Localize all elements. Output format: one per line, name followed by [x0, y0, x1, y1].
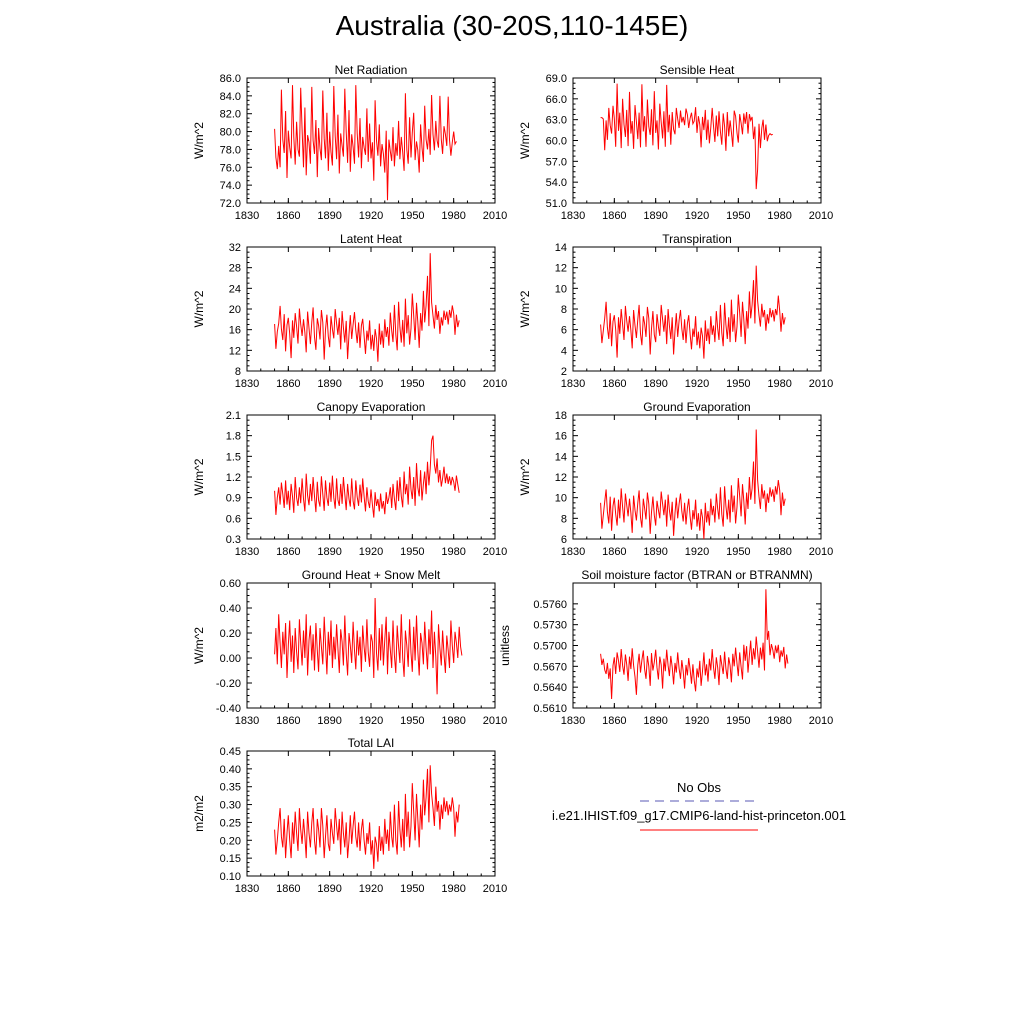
y-tick-label: 0.35 [219, 781, 241, 794]
y-tick-label: 0.30 [219, 799, 241, 812]
y-axis-label: W/m^2 [518, 458, 532, 496]
series-line-ground-heat-snow-melt [275, 598, 462, 694]
series-line-total-lai [275, 765, 460, 869]
y-tick-label: 8 [560, 304, 567, 316]
panel-frame [573, 583, 821, 708]
y-tick-label: 0.5760 [533, 598, 567, 611]
x-tick-label: 1980 [767, 715, 792, 727]
y-axis-label: W/m^2 [192, 458, 206, 496]
y-tick-label: 72.0 [219, 198, 241, 210]
x-tick-label: 2010 [482, 715, 508, 727]
panel-frame [573, 78, 821, 203]
x-tick-label: 1980 [441, 546, 466, 558]
x-tick-label: 1860 [602, 378, 627, 390]
y-tick-label: 0.60 [219, 578, 241, 590]
page-title: Australia (30-20S,110-145E) [335, 10, 689, 41]
series-line-transpiration [601, 266, 786, 359]
y-tick-label: 57.0 [545, 156, 567, 169]
series-line-sensible-heat [601, 84, 773, 190]
panel-transpiration [518, 232, 833, 390]
y-tick-label: 0.3 [225, 534, 241, 546]
x-tick-label: 1980 [441, 210, 466, 222]
y-tick-label: 2.1 [225, 410, 241, 422]
x-tick-label: 1860 [276, 210, 301, 222]
x-tick-label: 1980 [441, 715, 466, 727]
series-line-soil-moisture-factor-btran-or-btranmn [601, 589, 788, 699]
x-tick-label: 1980 [441, 378, 466, 390]
y-tick-label: 51.0 [545, 198, 567, 210]
x-tick-label: 1980 [441, 883, 466, 895]
y-tick-label: 0.00 [219, 653, 241, 665]
y-tick-label: 0.40 [219, 763, 241, 776]
x-tick-label: 1950 [400, 715, 425, 727]
x-tick-label: 2010 [482, 210, 508, 222]
y-tick-label: -0.40 [215, 703, 241, 715]
y-tick-label: 14 [554, 242, 567, 254]
y-tick-label: 74.0 [219, 180, 241, 193]
y-tick-label: 18 [554, 410, 567, 422]
x-tick-label: 2010 [482, 883, 508, 895]
y-tick-label: 0.20 [219, 835, 241, 848]
y-tick-label: 0.5700 [533, 640, 567, 653]
x-tick-label: 2010 [482, 378, 508, 390]
x-tick-label: 1890 [643, 546, 668, 558]
legend [552, 780, 846, 830]
panel-frame [247, 247, 495, 371]
panel-soil-moisture-factor-btran-or-btranmn [498, 568, 833, 727]
y-tick-label: 4 [560, 345, 567, 358]
x-tick-label: 1950 [400, 883, 425, 895]
y-tick-label: 84.0 [219, 90, 241, 103]
x-tick-label: 1950 [400, 546, 425, 558]
y-tick-label: 0.6 [225, 513, 241, 526]
series-line-ground-evaporation [601, 430, 786, 540]
x-tick-label: 1890 [643, 378, 668, 390]
y-tick-label: 60.0 [545, 135, 567, 148]
x-tick-label: 1830 [234, 378, 260, 390]
y-tick-label: 1.2 [225, 472, 241, 484]
panel-frame [247, 415, 495, 539]
y-tick-label: 6 [560, 534, 567, 546]
y-tick-label: 80.0 [219, 126, 241, 139]
y-tick-label: 0.10 [219, 871, 241, 883]
y-tick-label: 82.0 [219, 108, 241, 121]
x-tick-label: 1860 [276, 715, 301, 727]
panel-title: Ground Heat + Snow Melt [301, 568, 441, 582]
y-axis-label: unitless [498, 625, 512, 666]
y-tick-label: -0.20 [215, 678, 241, 690]
y-tick-label: 0.5610 [533, 703, 567, 715]
panel-title: Sensible Heat [659, 63, 735, 77]
legend-label-case: i.e21.IHIST.f09_g17.CMIP6-land-hist-princeton.001 [551, 808, 847, 823]
x-tick-label: 1890 [317, 715, 342, 727]
y-tick-label: 28 [228, 262, 241, 275]
y-tick-label: 1.5 [225, 451, 241, 464]
x-tick-label: 1950 [726, 546, 751, 558]
panel-canopy-evaporation [192, 400, 507, 558]
x-tick-label: 1890 [317, 883, 342, 895]
x-tick-label: 1830 [560, 378, 586, 390]
x-tick-label: 1830 [234, 715, 260, 727]
y-tick-label: 0.40 [219, 603, 241, 615]
y-tick-label: 32 [228, 242, 241, 254]
x-tick-label: 2010 [808, 546, 834, 558]
y-tick-label: 63.0 [545, 114, 567, 127]
y-axis-label: W/m^2 [518, 290, 532, 328]
y-tick-label: 1.8 [225, 430, 241, 443]
y-tick-label: 6 [560, 324, 567, 337]
x-tick-label: 1980 [767, 546, 792, 558]
y-axis-label: W/m^2 [192, 627, 206, 664]
y-axis-label: W/m^2 [192, 290, 206, 328]
series-line-latent-heat [275, 253, 460, 362]
y-tick-label: 54.0 [545, 177, 567, 190]
y-axis-label: m2/m2 [192, 795, 206, 832]
x-tick-label: 1890 [317, 210, 342, 222]
x-tick-label: 1920 [684, 210, 710, 222]
panel-title: Total LAI [347, 736, 395, 750]
x-tick-label: 1920 [684, 715, 710, 727]
panel-title: Net Radiation [334, 63, 408, 77]
x-tick-label: 1890 [317, 378, 342, 390]
panel-frame [573, 247, 821, 371]
x-tick-label: 1830 [560, 715, 586, 727]
y-tick-label: 69.0 [545, 73, 567, 85]
x-tick-label: 1830 [234, 210, 260, 222]
x-tick-label: 1860 [276, 883, 301, 895]
x-tick-label: 1950 [726, 715, 751, 727]
x-tick-label: 1860 [276, 546, 301, 558]
panel-ground-evaporation [518, 400, 833, 558]
panel-ground-heat-snow-melt [192, 568, 507, 727]
y-tick-label: 14 [554, 451, 567, 464]
panel-title: Canopy Evaporation [316, 400, 426, 414]
y-tick-label: 8 [560, 513, 567, 526]
panel-net-radiation [192, 63, 507, 222]
x-tick-label: 1920 [358, 883, 384, 895]
y-tick-label: 12 [554, 472, 567, 484]
panel-title: Transpiration [662, 232, 732, 246]
x-tick-label: 1920 [684, 546, 710, 558]
y-tick-label: 0.20 [219, 628, 241, 640]
x-tick-label: 1920 [358, 546, 384, 558]
y-tick-label: 10 [554, 283, 567, 296]
y-tick-label: 20 [228, 304, 241, 316]
series-line-net-radiation [275, 85, 457, 200]
y-tick-label: 0.15 [219, 853, 241, 866]
x-tick-label: 2010 [808, 715, 834, 727]
panel-title: Latent Heat [339, 232, 403, 246]
x-tick-label: 2010 [482, 546, 508, 558]
y-tick-label: 12 [554, 262, 567, 275]
y-tick-label: 10 [554, 492, 567, 505]
panel-frame [247, 751, 495, 876]
y-tick-label: 78.0 [219, 144, 241, 157]
x-tick-label: 1950 [400, 378, 425, 390]
x-tick-label: 1860 [602, 715, 627, 727]
y-tick-label: 0.5670 [533, 661, 567, 674]
panel-sensible-heat [518, 63, 833, 222]
y-tick-label: 76.0 [219, 162, 241, 175]
panel-title: Soil moisture factor (BTRAN or BTRANMN) [581, 568, 813, 582]
y-tick-label: 24 [228, 283, 241, 296]
y-tick-label: 16 [228, 324, 241, 337]
x-tick-label: 1920 [358, 210, 384, 222]
panel-total-lai [192, 736, 507, 895]
x-tick-label: 1920 [358, 715, 384, 727]
y-tick-label: 0.25 [219, 817, 241, 830]
x-tick-label: 1890 [317, 546, 342, 558]
x-tick-label: 1860 [602, 546, 627, 558]
y-tick-label: 66.0 [545, 93, 567, 106]
panel-title: Ground Evaporation [643, 400, 751, 414]
x-tick-label: 1950 [726, 210, 751, 222]
x-tick-label: 1830 [234, 546, 260, 558]
x-tick-label: 1860 [276, 378, 301, 390]
y-tick-label: 0.5730 [533, 619, 567, 632]
x-tick-label: 1980 [767, 378, 792, 390]
x-tick-label: 2010 [808, 378, 834, 390]
y-tick-label: 8 [234, 366, 241, 378]
x-tick-label: 1980 [767, 210, 792, 222]
x-tick-label: 1860 [602, 210, 627, 222]
x-tick-label: 1890 [643, 210, 668, 222]
y-axis-label: W/m^2 [518, 122, 532, 159]
y-tick-label: 86.0 [219, 73, 241, 85]
y-tick-label: 16 [554, 430, 567, 443]
x-tick-label: 1950 [726, 378, 751, 390]
x-tick-label: 1830 [560, 546, 586, 558]
x-tick-label: 1920 [684, 378, 710, 390]
x-tick-label: 2010 [808, 210, 834, 222]
y-tick-label: 0.5640 [533, 682, 567, 695]
x-tick-label: 1890 [643, 715, 668, 727]
legend-label-no-obs: No Obs [676, 780, 722, 795]
y-tick-label: 2 [560, 366, 567, 378]
x-tick-label: 1920 [358, 378, 384, 390]
x-tick-label: 1830 [560, 210, 586, 222]
x-tick-label: 1830 [234, 883, 260, 895]
panel-latent-heat [192, 232, 507, 390]
y-tick-label: 0.9 [225, 492, 241, 505]
x-tick-label: 1950 [400, 210, 425, 222]
y-tick-label: 0.45 [219, 746, 241, 758]
series-line-canopy-evaporation [275, 436, 460, 518]
y-tick-label: 12 [228, 345, 241, 358]
y-axis-label: W/m^2 [192, 122, 206, 159]
